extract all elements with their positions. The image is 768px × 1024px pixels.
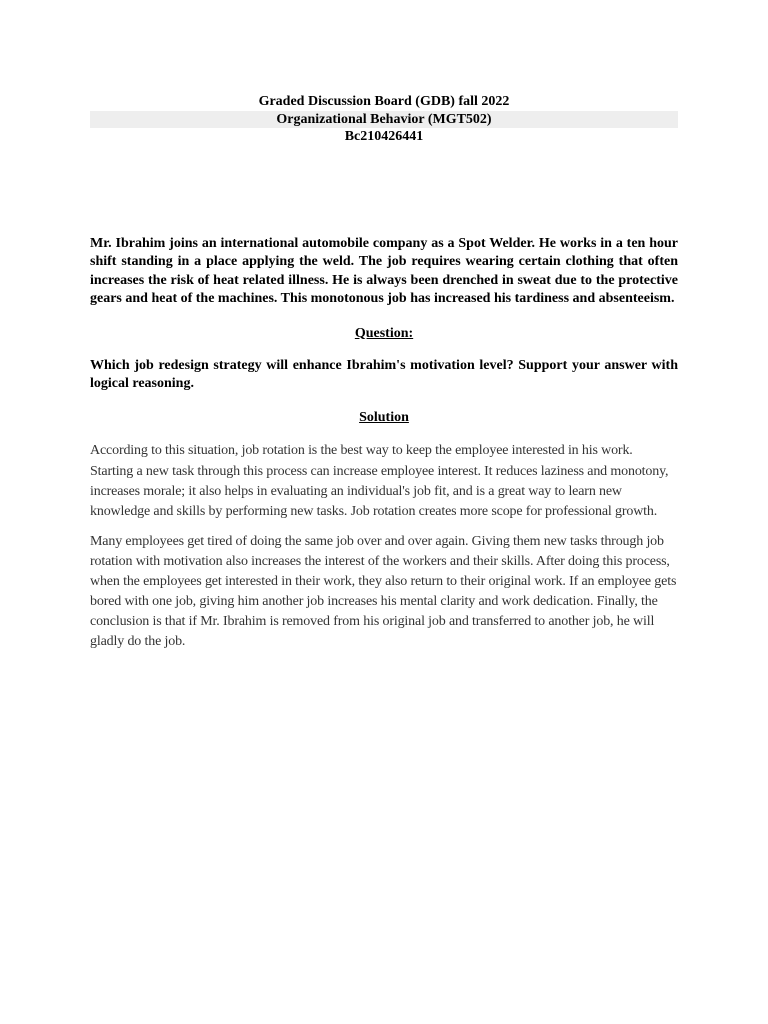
question-heading: Question: xyxy=(354,325,414,341)
course-title: Organizational Behavior (MGT502) xyxy=(90,111,678,129)
document-header xyxy=(90,93,678,146)
student-id: Bc210426441 xyxy=(344,129,424,144)
solution-paragraph-1: According to this situation, job rotation is the best way to keep the employee interested in his work. Starting a new task through this process can increase employee interest. It reduces laziness and monotony, increases morale; it also helps in evaluating an individual's job fit, and is a great way to learn new knowledge and skills by performing new tasks. Job rotation creates more scope for professional growth. xyxy=(90,443,669,519)
scenario-paragraph: Mr. Ibrahim joins an international automobile company as a Spot Welder. He works in a ten hour shift standing in a place applying the weld. The job requires wearing certain clothing that often increases the risk of heat related illness. He is always been drenched in sweat due to the protective gears and heat of the machines. This monotonous job has increased his tardiness and absenteeism. xyxy=(90,236,678,307)
gdb-title: Graded Discussion Board (GDB) fall 2022 xyxy=(258,94,510,109)
solution-paragraph-2: Many employees get tired of doing the same job over and over again. Giving them new tasks through job rotation with motivation also increases the interest of the workers and their skills. After doing this process, when the employees get interested in their work, they also return to their original work. If an employee gets bored with one job, giving him another job increases his mental clarity and work dedication. Finally, the conclusion is that if Mr. Ibrahim is removed from his original job and transferred to another job, he will gladly do the job. xyxy=(90,533,677,650)
question-text: Which job redesign strategy will enhance Ibrahim's motivation level? Support your answer with logical reasoning. xyxy=(90,357,678,392)
solution-heading: Solution xyxy=(359,410,409,426)
document-body xyxy=(90,235,678,652)
